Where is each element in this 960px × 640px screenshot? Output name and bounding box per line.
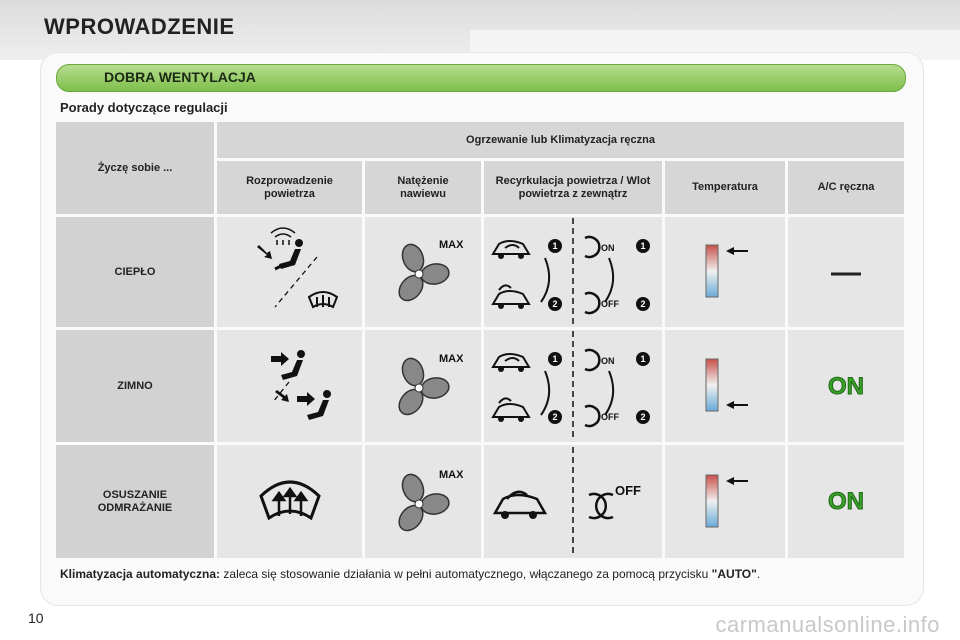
footer-end: . <box>756 567 761 581</box>
footer-auto-button: "AUTO" <box>711 567 757 581</box>
column-header-air-distribution: Rozprowadzenie powietrza <box>217 161 362 214</box>
fresh-air-diagram <box>485 447 661 557</box>
page-title: WPROWADZENIE <box>44 14 235 39</box>
recirc-off-label: OFF <box>601 412 619 422</box>
cold-air-distribution-cell <box>217 330 362 442</box>
step-2-badge: 2 <box>640 299 646 309</box>
page-number: 10 <box>28 610 44 626</box>
demist-air-distribution-cell <box>217 445 362 558</box>
heat-recirculation-cell <box>484 217 662 327</box>
recirc-off-label: OFF <box>615 482 641 498</box>
column-header-recirculation: Recyrkulacja powietrza / Wlot powietrza z zewnątrz <box>484 161 662 214</box>
column-header-temperature: Temperatura <box>665 161 785 214</box>
step-2-badge: 2 <box>552 299 558 309</box>
demist-recirculation-cell <box>484 445 662 558</box>
step-2-badge: 2 <box>640 412 646 422</box>
recirc-on-label: ON <box>601 356 615 366</box>
demist-ac-cell <box>788 445 904 558</box>
watermark: carmanualsonline.info <box>715 612 940 637</box>
fan-icon <box>383 232 463 312</box>
settings-table <box>56 122 904 558</box>
column-header-ac: A/C ręczna <box>788 161 904 214</box>
face-vents-icon <box>235 340 345 432</box>
recirculation-diagram <box>485 331 661 441</box>
recirc-on-label: ON <box>601 243 615 253</box>
cold-air-flow-cell <box>365 330 481 442</box>
ac-on-label: ON <box>828 372 864 400</box>
heat-air-distribution-cell <box>217 217 362 327</box>
cold-ac-cell <box>788 330 904 442</box>
heat-ac-cell: — <box>788 217 904 327</box>
corner-label: Życzę sobie ... <box>56 122 214 214</box>
footwell-windscreen-icon <box>235 227 345 317</box>
fan-max-label: MAX <box>439 239 463 251</box>
row-label-heat: CIEPŁO <box>56 217 214 327</box>
recirculation-diagram <box>485 218 661 326</box>
fan-max-label: MAX <box>439 468 463 481</box>
windscreen-demist-icon <box>255 472 325 532</box>
footer-note <box>60 567 906 581</box>
group-header: Ogrzewanie lub Klimatyzacja ręczna <box>217 122 904 158</box>
recirc-off-label: OFF <box>601 299 619 309</box>
cold-temperature-cell <box>665 330 785 442</box>
step-1-badge: 1 <box>640 354 646 364</box>
temperature-gauge-hot <box>690 467 760 537</box>
row-label-cold: ZIMNO <box>56 330 214 442</box>
heat-temperature-cell <box>665 217 785 327</box>
row-label-demist: OSUSZANIE ODMRAŻANIE <box>56 445 214 558</box>
fan-icon <box>383 462 463 542</box>
demist-air-flow-cell <box>365 445 481 558</box>
footer-lead: Klimatyzacja automatyczna: <box>60 567 221 581</box>
step-2-badge: 2 <box>552 412 558 422</box>
temperature-gauge-hot <box>690 237 760 307</box>
demist-temperature-cell <box>665 445 785 558</box>
step-1-badge: 1 <box>552 354 558 364</box>
heat-air-flow-cell <box>365 217 481 327</box>
ac-on-label: ON <box>828 488 864 515</box>
section-subtitle: Porady dotyczące regulacji <box>60 100 228 115</box>
step-1-badge: 1 <box>640 241 646 251</box>
column-header-air-flow: Natężenie nawiewu <box>365 161 481 214</box>
section-title: DOBRA WENTYLACJA <box>104 69 256 85</box>
footer-text: zaleca się stosowanie działania w pełni automatycznego, włączanego za pomocą przycisku <box>220 567 712 581</box>
fan-icon <box>383 346 463 426</box>
temperature-gauge-cold <box>690 351 760 421</box>
cold-recirculation-cell <box>484 330 662 442</box>
fan-max-label: MAX <box>439 353 463 365</box>
step-1-badge: 1 <box>552 241 558 251</box>
